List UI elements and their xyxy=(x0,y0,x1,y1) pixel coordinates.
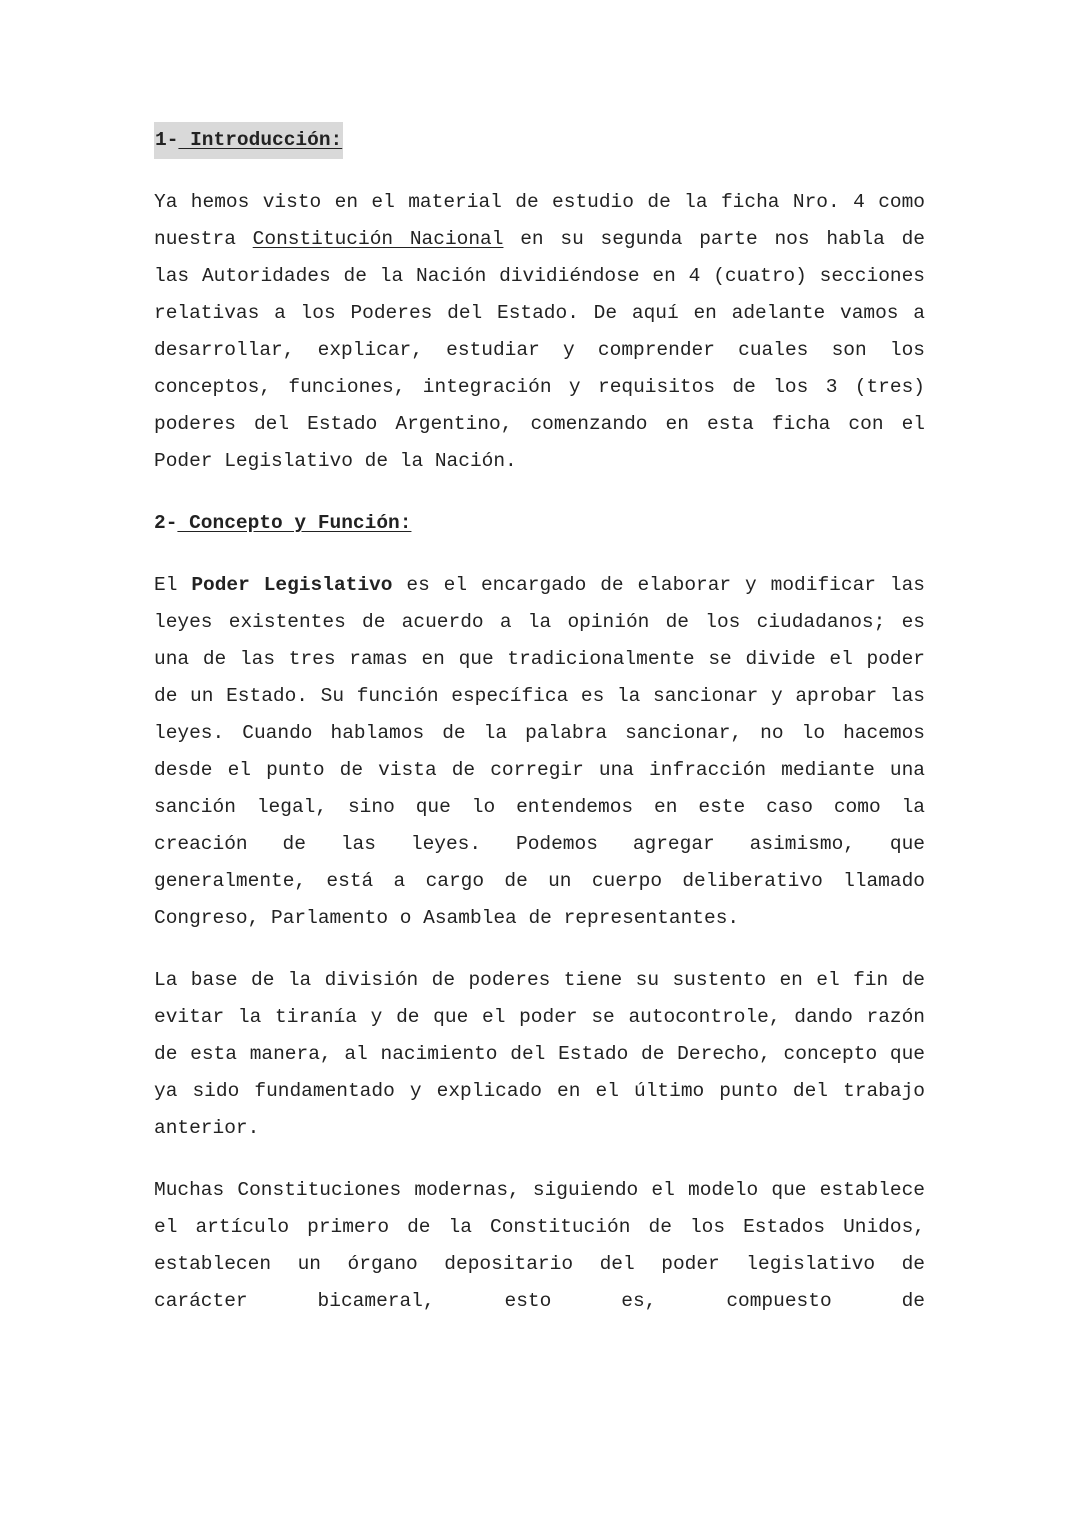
section-2-paragraph-1 xyxy=(154,567,925,937)
text-run: en su segunda parte nos habla de las Autoridades de la Nación dividiéndose en 4 (cuatro) secciones relativas a los Poderes del Estado. De aquí en adelante vamos a desarrollar, explicar, estudiar y comprender cuales son los conceptos, funciones, integración y requisitos de los 3 (tres) poderes del Estado Argentino, comenzando en esta ficha con el Poder Legislativo de la Nación. xyxy=(154,228,925,472)
section-1-number: 1- xyxy=(155,129,179,151)
text-run: El xyxy=(154,574,192,596)
section-2 xyxy=(154,505,925,542)
section-2-number: 2- xyxy=(154,512,178,534)
text-run: Muchas Constituciones modernas, siguiendo el modelo que establece el artículo primero de la Constitución de los Estados Unidos, establecen un órgano depositario del poder legislativo de carácter bicameral, esto es, compuesto de xyxy=(154,1179,925,1312)
section-2-title: Concepto y Función: xyxy=(177,512,412,534)
section-1-title: Introducción: xyxy=(178,129,343,151)
document-page xyxy=(154,122,925,1345)
text-run: Ya hemos visto en el material de estudio de la ficha Nro. 4 como nuestra xyxy=(154,191,925,250)
text-run: La base de la división de poderes tiene su sustento en el fin de evitar la tiranía y de que el poder se autocontrole, dando razón de esta manera, al nacimiento del Estado de Derecho, concepto que ya sido fundamentado y explicado en el último punto del trabajo anterior. xyxy=(154,969,925,1139)
text-run: es el encargado de elaborar y modificar las leyes existentes de acuerdo a la opinión de los ciudadanos; es una de las tres ramas en que tradicionalmente se divide el poder de un Estado. Su función específica es la sancionar y aprobar las leyes. Cuando hablamos de la palabra sancionar, no lo hacemos desde el punto de vista de corregir una infracción mediante una sanción legal, sino que lo entendemos en este caso como la creación de las leyes. Podemos agregar asimismo, que generalmente, está a cargo de un cuerpo deliberativo llamado Congreso, Parlamento o Asamblea de representantes. xyxy=(154,574,925,929)
section-1-heading xyxy=(154,122,343,159)
section-1 xyxy=(154,122,925,159)
section-2-paragraph-3 xyxy=(154,1172,925,1320)
section-2-paragraph-2 xyxy=(154,962,925,1147)
section-1-paragraph-1 xyxy=(154,184,925,480)
section-2-heading xyxy=(154,505,925,542)
poder-legislativo-term: Poder Legislativo xyxy=(191,574,393,596)
constitucion-nacional-term: Constitución Nacional xyxy=(252,228,504,250)
